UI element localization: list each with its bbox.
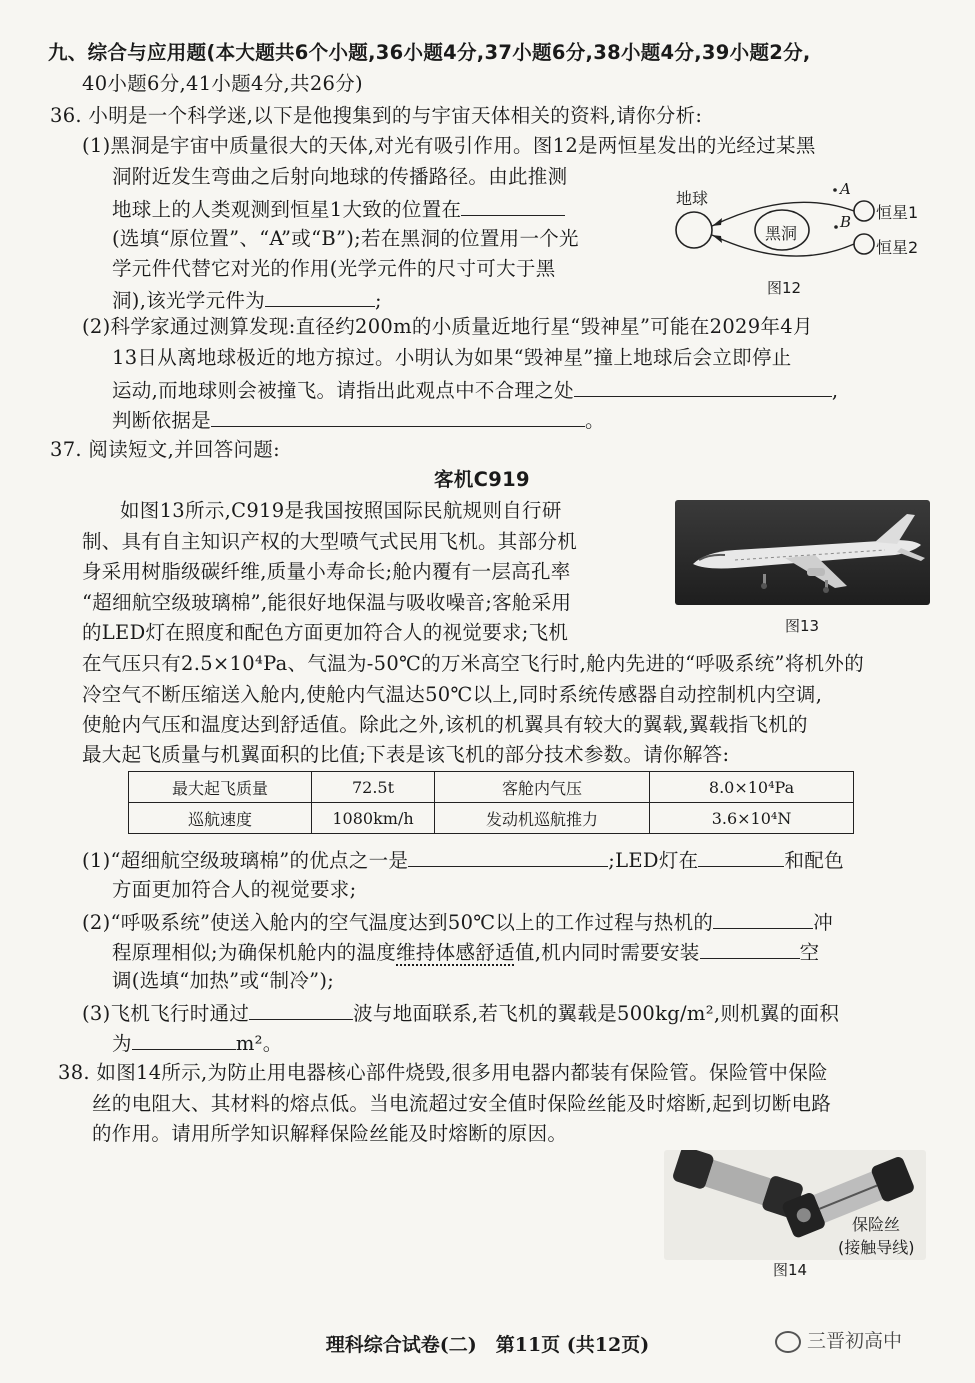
q36-p1-line4: (选填“原位置”、“A”或“B”);若在黑洞的位置用一个光 <box>112 227 579 250</box>
q38-line2: 丝的电阻大、其材料的熔点低。当电流超过安全值时保险丝能及时熔断,起到切断电路 <box>92 1092 832 1115</box>
q37-text-l2: 制、具有自主知识产权的大型喷气式民用飞机。其部分机 <box>82 530 578 553</box>
table-row <box>129 772 854 803</box>
fig14-contact-label: (接触导线) <box>838 1238 915 1257</box>
q36-p2-line2: 13日从离地球极近的地方掠过。小明认为如果“毁神星”撞上地球后会立即停止 <box>112 346 792 369</box>
q36-p2-line1: (2)科学家通过测算发现:直径约200m的小质量近地行星“毁神星”可能在2029年4月 <box>82 315 813 338</box>
q36-p1-line6 <box>112 286 382 314</box>
point-b-dot <box>834 225 838 229</box>
table-cell: 8.0×10⁴Pa <box>650 772 854 803</box>
point-a-dot <box>833 188 837 192</box>
q37-s1-text-a: (1)“超细航空级玻璃棉”的优点之一是 <box>82 849 409 872</box>
q38-line3: 的作用。请用所学知识解释保险丝能及时熔断的原因。 <box>92 1122 568 1145</box>
q36-p1-line3-text: 地球上的人类观测到恒星1大致的位置在 <box>112 198 462 221</box>
arrow-lower <box>712 235 722 243</box>
q37-s2-line3: 调(选填“加热”或“制冷”); <box>112 969 335 992</box>
table-row <box>129 803 854 834</box>
q37-text-l5: 的LED灯在照度和配色方面更加符合人的视觉要求;飞机 <box>82 621 569 644</box>
q37-s1-line1 <box>82 846 844 874</box>
q37-text-l4: “超细航空级玻璃棉”,能很好地保温与吸收噪音;客舱采用 <box>82 591 572 614</box>
q37-text-l3: 身采用树脂级碳纤维,质量小寿命长;舱内覆有一层高孔率 <box>82 560 571 583</box>
q37-s1-text-b: ;LED灯在 <box>608 849 699 872</box>
q37-s3-text-b2: m²。 <box>235 1032 283 1055</box>
fig12-star2-label: 恒星2 <box>876 238 919 257</box>
answer-blank-stroke[interactable] <box>713 908 813 929</box>
table-cell: 最大起飞质量 <box>129 772 312 803</box>
fig13-caption: 图13 <box>785 617 820 635</box>
q36-p2-line4-end: 。 <box>585 409 605 432</box>
page-footer: 理科综合试卷(二) 第11页 (共12页) <box>325 1334 650 1356</box>
answer-blank-led[interactable] <box>698 846 784 867</box>
q36-p1-line6-text: 洞),该光学元件为 <box>112 289 266 312</box>
table-cell: 1080km/h <box>312 803 435 834</box>
q37-s2-text-a: (2)“呼吸系统”使送入舱内的空气温度达到50℃以上的工作过程与热机的 <box>82 911 714 934</box>
q37-s3-text-a: (3)飞机飞行时通过 <box>82 1002 250 1025</box>
answer-blank-glasswool[interactable] <box>408 846 608 867</box>
watermark <box>775 1326 902 1353</box>
earth-circle <box>676 212 712 248</box>
q36-p1-line5: 学元件代替它对光的作用(光学元件的尺寸可大于黑 <box>112 257 556 280</box>
fig12-blackhole-label: 黑洞 <box>765 224 798 243</box>
section-title-line1: 九、综合与应用题(本大题共6个小题,36小题4分,37小题6分,38小题4分,39小题2分, <box>48 41 811 64</box>
answer-blank-position[interactable] <box>461 195 565 216</box>
answer-blank-optical-element[interactable] <box>265 286 375 307</box>
star1-circle <box>854 201 874 221</box>
fig12-point-b-label: B <box>840 213 852 231</box>
q37-s3-line1 <box>82 999 839 1027</box>
table-cell: 发动机巡航推力 <box>435 803 650 834</box>
q36-p1-line6-end: ; <box>375 289 382 312</box>
q37-s2-text-d2: 空 <box>799 941 820 964</box>
answer-blank-aircon[interactable] <box>700 938 800 959</box>
q37-s3-text-b: 波与地面联系,若飞机的翼载是500kg/m²,则机翼的面积 <box>353 1002 840 1025</box>
q36-p2-line4 <box>112 406 605 434</box>
q37-s1-line2: 方面更加符合人的视觉要求; <box>112 878 357 901</box>
table-cell: 72.5t <box>312 772 435 803</box>
q37-s2-text-c2: 值,机内同时需要安装 <box>514 941 700 964</box>
q37-s1-text-c: 和配色 <box>784 849 844 872</box>
arrow-upper <box>712 218 722 226</box>
q36-p1-line1: (1)黑洞是宇宙中质量很大的天体,对光有吸引作用。图12是两恒星发出的光经过某黑 <box>82 134 816 157</box>
q37-article-title: 客机C919 <box>434 468 530 491</box>
answer-blank-area[interactable] <box>132 1029 236 1050</box>
q37-text-l1: 如图13所示,C919是我国按照国际民航规则自行研 <box>120 499 562 522</box>
fig12-caption: 图12 <box>767 279 802 297</box>
answer-blank-wave[interactable] <box>249 999 353 1020</box>
figure-13-airplane-photo <box>675 500 930 605</box>
fig12-star1-label: 恒星1 <box>876 203 919 222</box>
q37-s2-line1 <box>82 908 833 936</box>
q37-s2-text-a2: 程原理相似;为确保机舱内的温度 <box>112 941 397 964</box>
answer-blank-basis[interactable] <box>211 406 585 427</box>
q37-text-l9: 最大起飞质量与机翼面积的比值;下表是该飞机的部分技术参数。请你解答: <box>82 743 730 766</box>
wechat-icon <box>775 1331 801 1353</box>
watermark-text: 三晋初高中 <box>807 1330 903 1352</box>
q37-s3-line2 <box>112 1029 283 1057</box>
q37-text-l6: 在气压只有2.5×10⁴Pa、气温为-50℃的万米高空飞行时,舱内先进的“呼吸系统”将机外的 <box>82 652 865 675</box>
q37-s2-line2 <box>112 938 819 966</box>
q36-p2-line3-end: , <box>831 379 839 402</box>
q36-p1-line2: 洞附近发生弯曲之后射向地球的传播路径。由此推测 <box>112 165 568 188</box>
fig14-caption: 图14 <box>773 1261 808 1279</box>
q36-p2-line4-text: 判断依据是 <box>112 409 212 432</box>
q37-stem: 37. 阅读短文,并回答问题: <box>50 438 280 461</box>
q36-p2-line3 <box>112 376 838 404</box>
q37-text-l7: 冷空气不断压缩送入舱内,使舱内气温达50℃以上,同时系统传感器自动控制机内空调, <box>82 683 823 706</box>
q36-p2-line3-text: 运动,而地球则会被撞飞。请指出此观点中不合理之处 <box>112 379 574 402</box>
q36-p1-line3 <box>112 195 565 223</box>
q37-s3-text-a2: 为 <box>112 1032 132 1055</box>
fig14-fuse-label: 保险丝 <box>852 1215 901 1234</box>
fig12-point-a-label: A <box>840 180 851 198</box>
table-cell: 3.6×10⁴N <box>650 803 854 834</box>
q37-s2-emphasis: 维持体感舒适 <box>396 941 515 964</box>
q36-stem: 36. 小明是一个科学迷,以下是他搜集到的与宇宙天体相关的资料,请你分析: <box>50 104 703 127</box>
specs-table <box>128 771 854 834</box>
table-cell: 客舱内气压 <box>435 772 650 803</box>
q37-s2-text-b: 冲 <box>813 911 833 934</box>
table-cell: 巡航速度 <box>129 803 312 834</box>
q38-line1: 38. 如图14所示,为防止用电器核心部件烧毁,很多用电器内都装有保险管。保险管中保险 <box>58 1061 828 1084</box>
star2-circle <box>854 234 874 254</box>
airplane-illustration <box>675 500 930 605</box>
fig12-earth-label: 地球 <box>676 189 709 208</box>
section-title-line2: 40小题6分,41小题4分,共26分) <box>82 72 363 95</box>
answer-blank-unreasonable[interactable] <box>574 376 832 397</box>
q37-text-l8: 使舱内气压和温度达到舒适值。除此之外,该机的机翼具有较大的翼载,翼载指飞机的 <box>82 713 808 736</box>
